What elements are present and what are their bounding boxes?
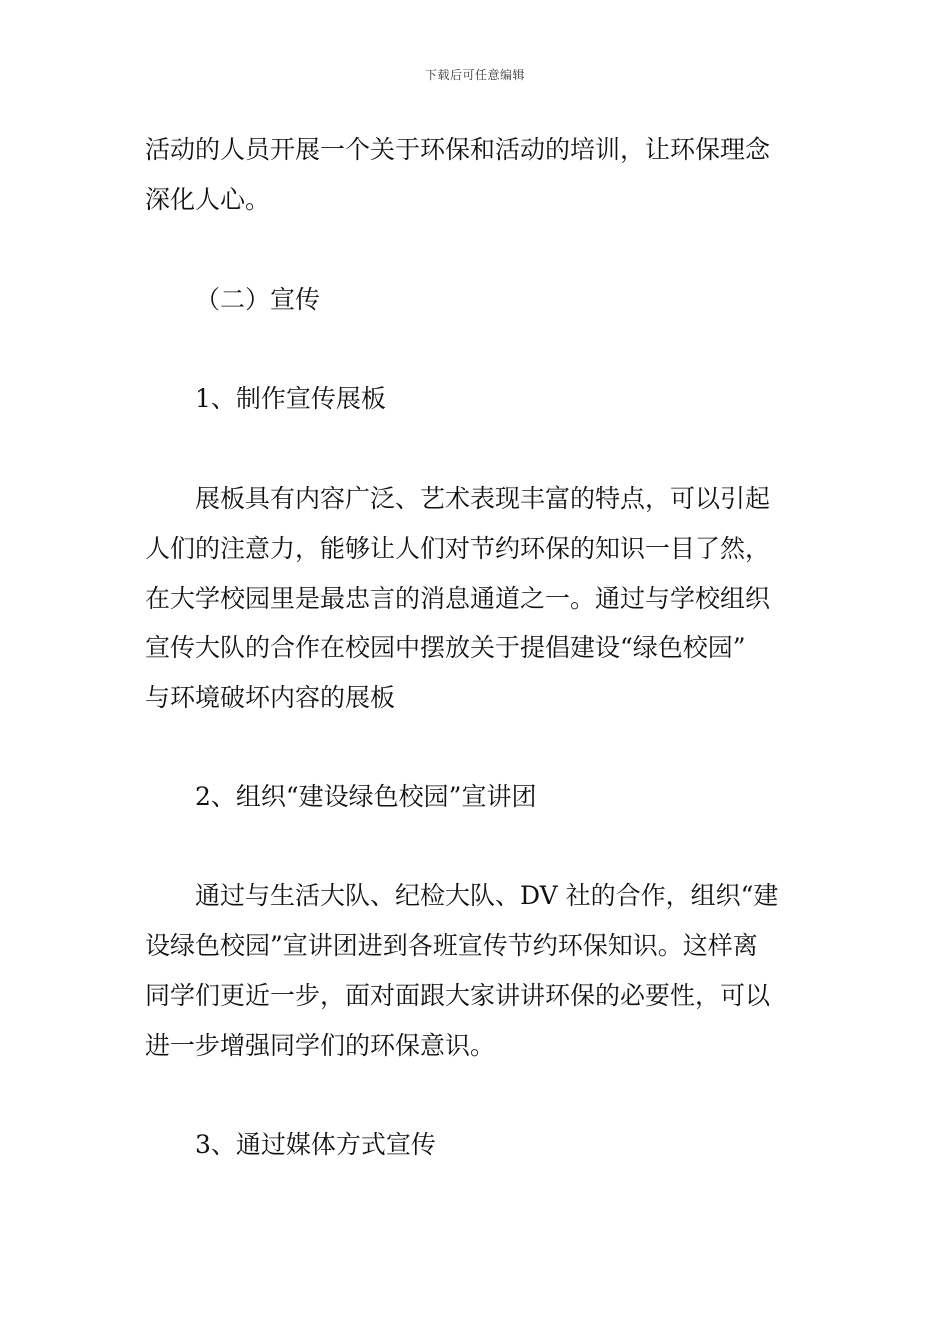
paragraph-line: 同学们更近一步，面对面跟大家讲讲环保的必要性，可以 [145,981,771,1010]
paragraph-line: 进一步增强同学们的环保意识。 [145,1031,496,1060]
paragraph-line: 与环境破坏内容的展板 [145,683,396,712]
section-heading: （二）宣传 [195,285,321,314]
paragraph-line: 活动的人员开展一个关于环保和活动的培训，让环保理念 [145,135,771,164]
paragraph-line: 通过与生活大队、纪检大队、DV 社的合作，组织“建 [195,881,779,910]
paragraph-line: 人们的注意力，能够让人们对节约环保的知识一目了然， [145,534,771,563]
subheading-1: 1、制作宣传展板 [195,384,386,413]
subheading-3: 3、通过媒体方式宣传 [195,1130,436,1159]
paragraph-line: 宣传大队的合作在校园中摆放关于提倡建设“绿色校园” [145,633,746,662]
page-header-note: 下载后可任意编辑 [424,68,525,82]
subheading-2: 2、组织“建设绿色校园”宣讲团 [195,782,537,811]
paragraph-line: 设绿色校园”宣讲团进到各班宣传节约环保知识。这样离 [145,931,758,960]
paragraph-line: 在大学校园里是最忠言的消息通道之一。通过与学校组织 [145,584,771,613]
paragraph-line: 展板具有内容广泛、艺术表现丰富的特点，可以引起 [195,484,771,513]
paragraph-line: 深化人心。 [145,185,271,214]
